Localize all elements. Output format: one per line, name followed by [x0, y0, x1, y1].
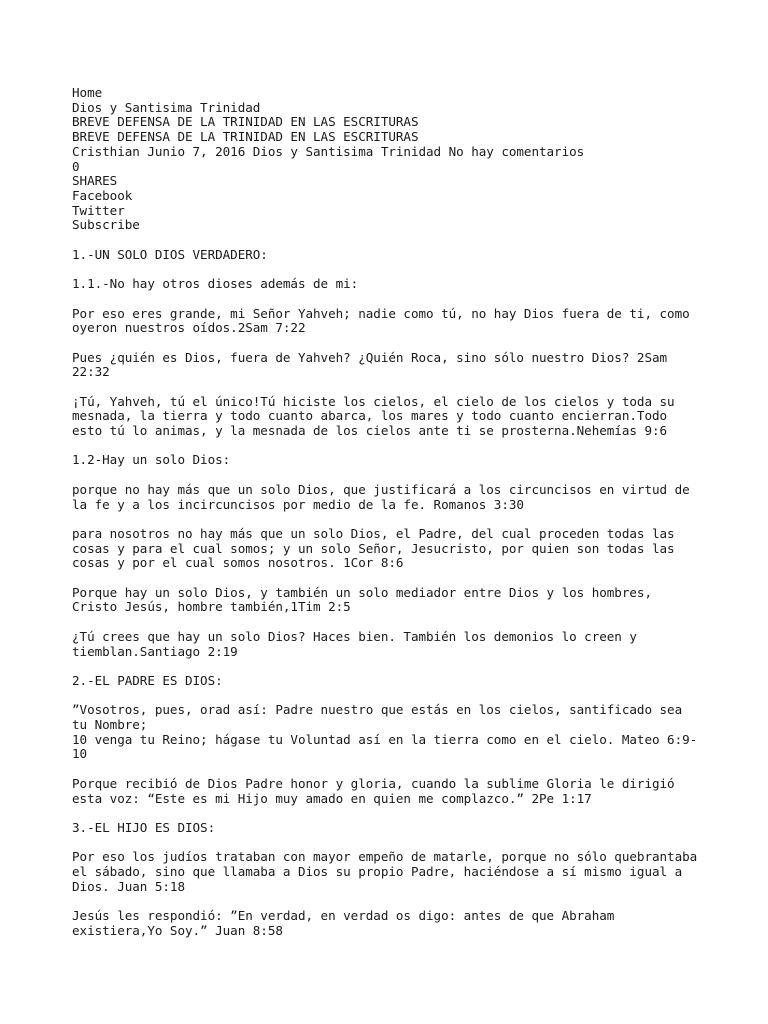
page-title: BREVE DEFENSA DE LA TRINIDAD EN LAS ESCRITURAS — [72, 114, 419, 130]
verse-paragraph: ¿Tú crees que hay un solo Dios? Haces bien. También los demonios lo creen y tiemblan.Santiago 2:19 — [72, 628, 637, 659]
verse-paragraph: porque no hay más que un solo Dios, que justificará a los circuncisos en virtud de la fe y a los incircuncisos por medio de la fe. Romanos 3:30 — [72, 481, 690, 512]
article-meta: Cristhian Junio 7, 2016 Dios y Santisima Trinidad No hay comentarios — [72, 143, 585, 159]
twitter-link[interactable]: Twitter — [72, 202, 125, 218]
verse-paragraph: ¡Tú, Yahveh, tú el único!Tú hiciste los cielos, el cielo de los cielos y toda su mesnada, la tierra y todo cuanto abarca, los mares y todo cuanto encierran.Todo esto tú lo animas, y la mesnada de los cielos ante ti se prosterna.Nehemías 9:6 — [72, 393, 675, 439]
section-heading-2: 2.-EL PADRE ES DIOS: — [72, 672, 223, 688]
section-heading-1: 1.-UN SOLO DIOS VERDADERO: — [72, 246, 268, 262]
share-count: 0 — [72, 158, 80, 174]
document-page — [72, 86, 702, 953]
article-title: BREVE DEFENSA DE LA TRINIDAD EN LAS ESCRITURAS — [72, 129, 419, 145]
verse-paragraph: ”Vosotros, pues, orad así: Padre nuestro que estás en los cielos, santificado sea tu Nombre; 10 venga tu Reino; hágase tu Voluntad así en la tierra como en el cielo. Mateo 6:9- 10 — [72, 702, 698, 762]
verse-paragraph: Jesús les respondió: ”En verdad, en verdad os digo: antes de que Abraham existiera,Yo Soy.” Juan 8:58 — [72, 908, 615, 938]
verse-paragraph: Porque hay un solo Dios, y también un solo mediador entre Dios y los hombres, Cristo Jesús, hombre también,1Tim 2:5 — [72, 584, 652, 615]
verse-paragraph: Por eso los judíos trataban con mayor empeño de matarle, porque no sólo quebrantaba el sábado, sino que llamaba a Dios su propio Padre, haciéndose a sí mismo igual a Dios. Juan 5:18 — [72, 849, 698, 894]
category-link[interactable]: Dios y Santisima Trinidad — [72, 99, 261, 115]
subsection-heading-1-1: 1.1.-No hay otros dioses además de mi: — [72, 276, 359, 292]
verse-paragraph: para nosotros no hay más que un solo Dios, el Padre, del cual proceden todas las cosas y para el cual somos; y un solo Señor, Jesucristo, por quien son todas las cosas y por el cual somos nosotros. 1Cor 8:6 — [72, 525, 675, 571]
verse-paragraph: Pues ¿quién es Dios, fuera de Yahveh? ¿Quién Roca, sino sólo nuestro Dios? 2Sam 22:32 — [72, 349, 668, 380]
verse-paragraph: Por eso eres grande, mi Señor Yahveh; nadie como tú, no hay Dios fuera de ti, como oyeron nuestros oídos.2Sam 7:22 — [72, 305, 690, 336]
verse-paragraph: Porque recibió de Dios Padre honor y gloria, cuando la sublime Gloria le dirigió esta voz: “Este es mi Hijo muy amado en quien me complazco.” 2Pe 1:17 — [72, 775, 675, 806]
subscribe-link[interactable]: Subscribe — [72, 217, 140, 233]
facebook-link[interactable]: Facebook — [72, 187, 133, 203]
shares-label: SHARES — [72, 173, 118, 189]
subsection-heading-1-2: 1.2-Hay un solo Dios: — [72, 452, 231, 468]
spacer — [72, 233, 702, 248]
home-link[interactable]: Home — [72, 85, 103, 100]
section-heading-3: 3.-EL HIJO ES DIOS: — [72, 819, 216, 835]
